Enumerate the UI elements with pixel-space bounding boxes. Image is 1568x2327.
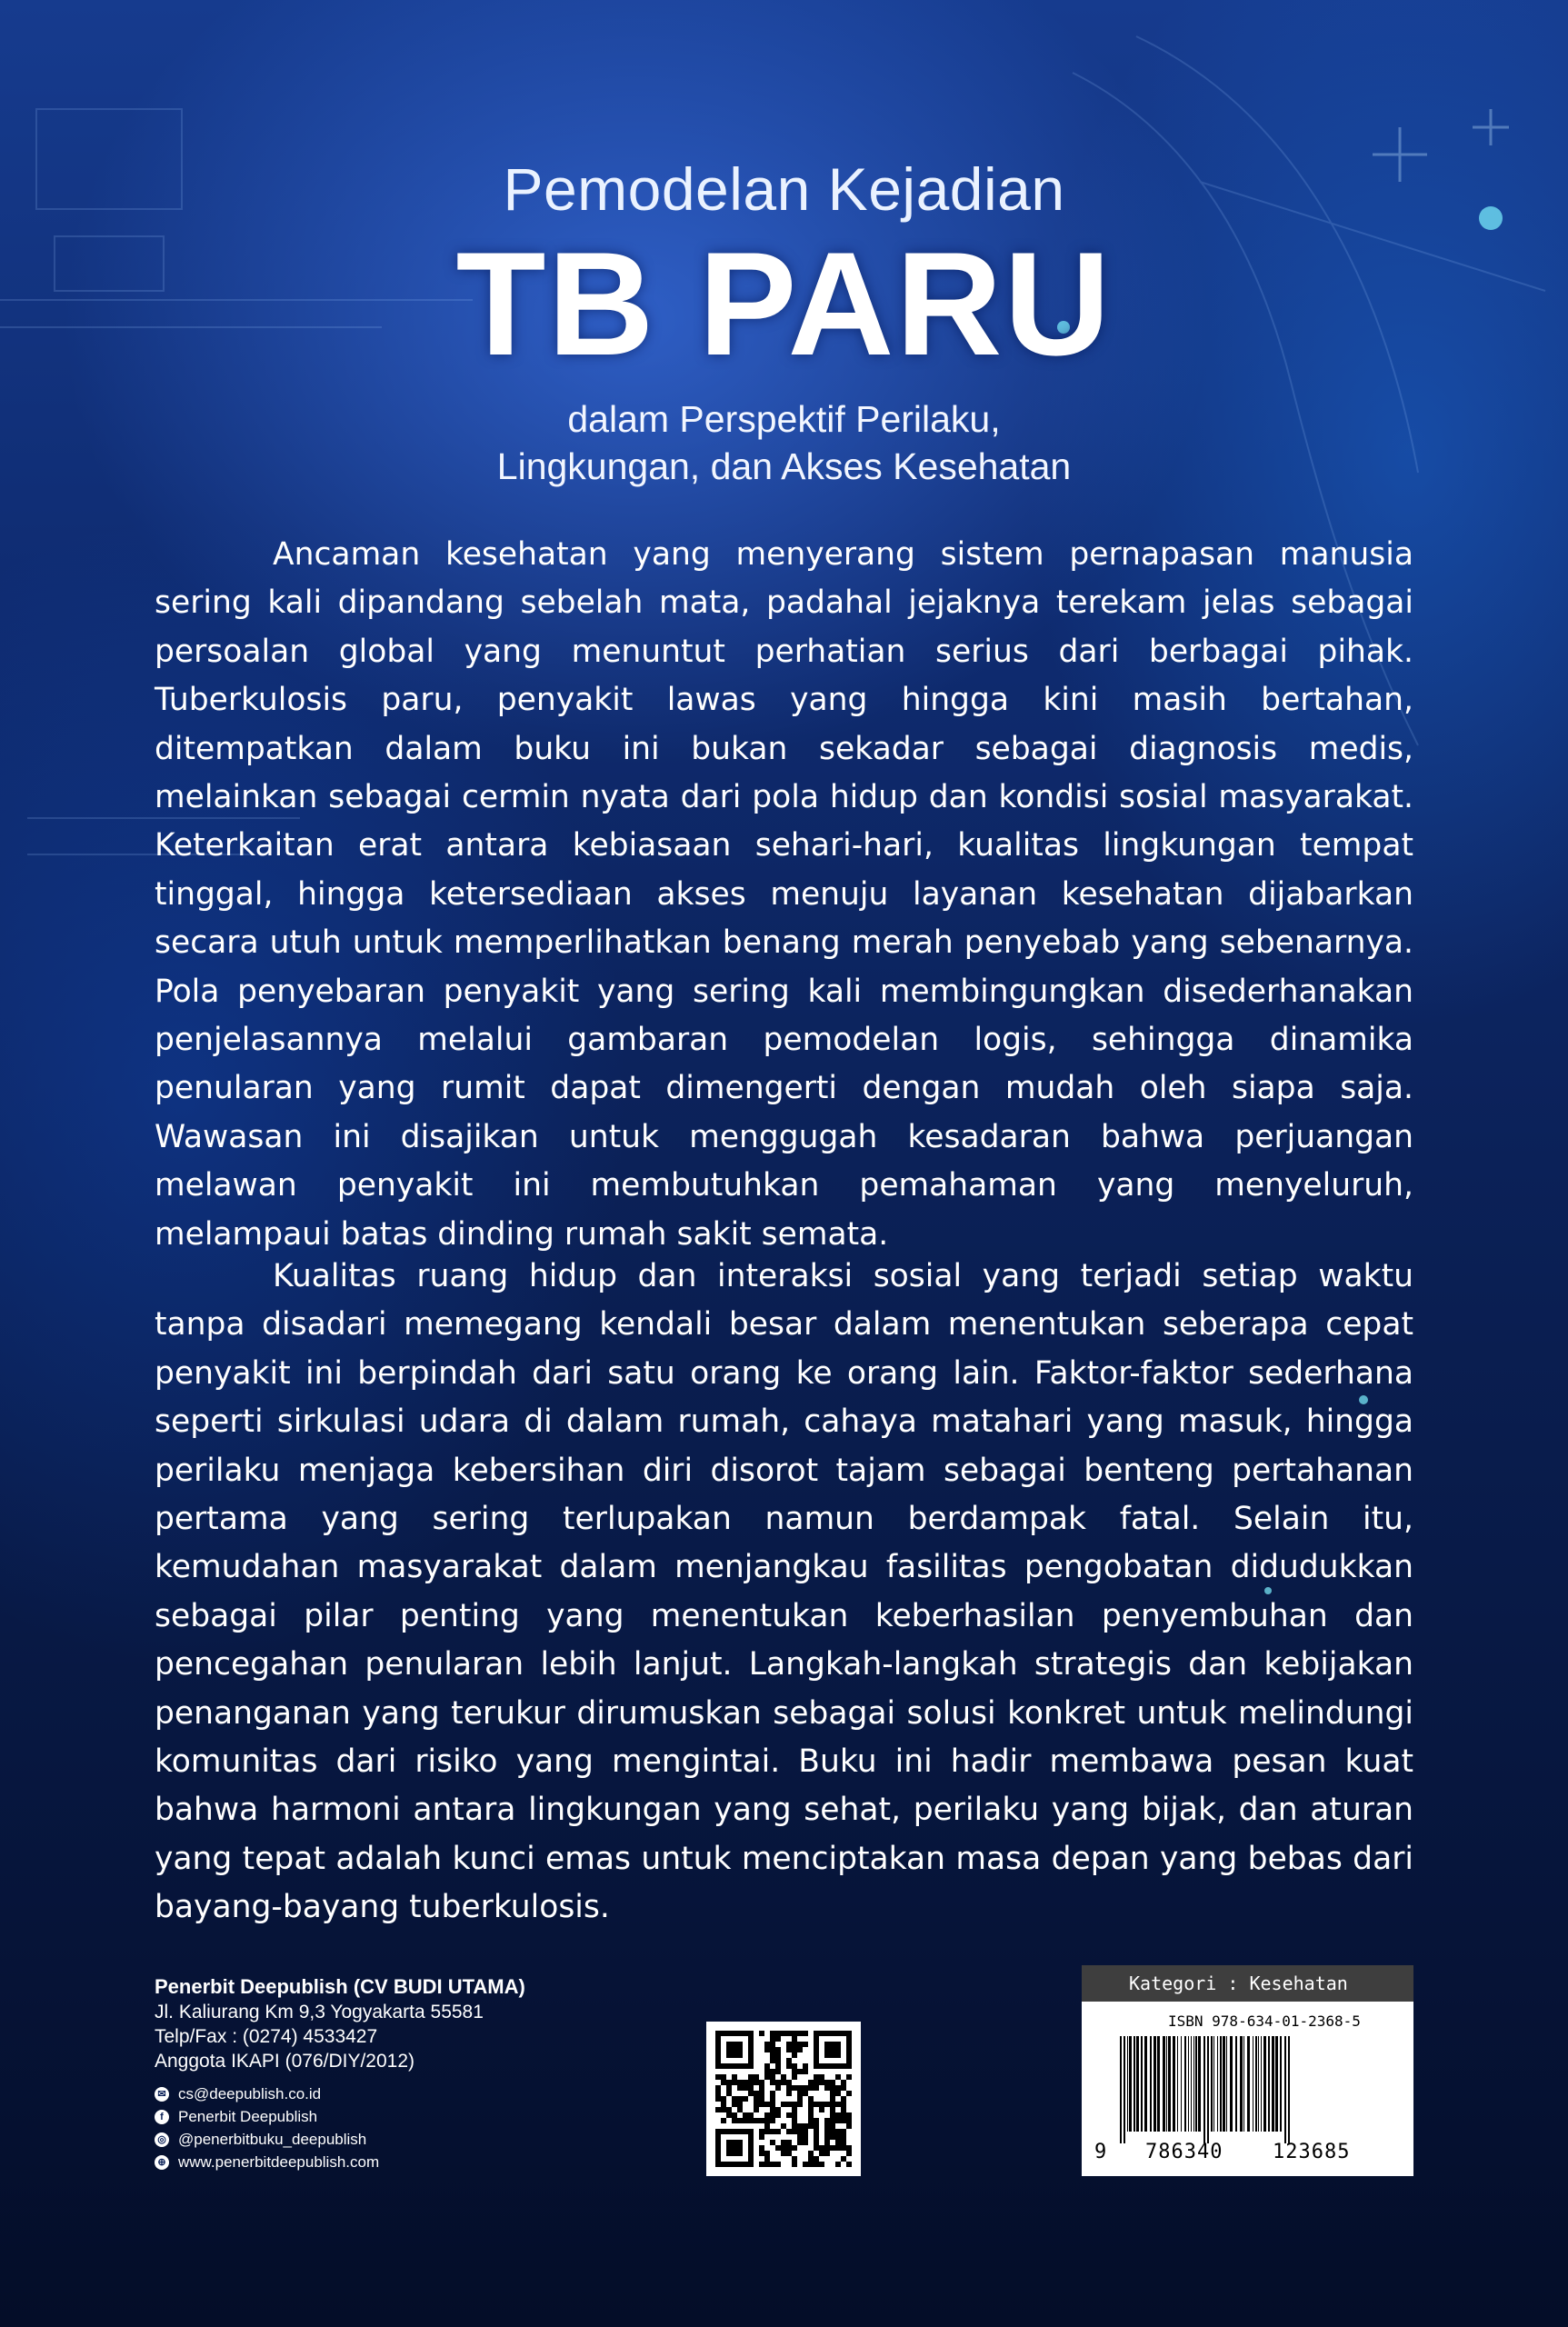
contact-website-text: www.penerbitdeepublish.com	[178, 2153, 380, 2171]
category-label: Kategori : Kesehatan	[1082, 1965, 1413, 2002]
book-title: TB PARU	[455, 222, 1113, 386]
contact-facebook-text: Penerbit Deepublish	[178, 2108, 318, 2125]
blurb-paragraph-1	[155, 531, 1413, 1259]
barcode-digit-first: 9	[1094, 2141, 1107, 2163]
contact-website	[155, 2151, 525, 2173]
barcode-panel	[1082, 1965, 1413, 2176]
contact-instagram-text: @penerbitbuku_deepublish	[178, 2131, 367, 2148]
qr-code-image	[706, 2022, 861, 2176]
contact-instagram	[155, 2128, 525, 2151]
facebook-icon: f	[155, 2110, 169, 2124]
book-subtitle	[0, 395, 1568, 490]
subtitle-line-2: Lingkungan, dan Akses Kesehatan	[496, 445, 1072, 487]
barcode-bars	[1120, 2036, 1383, 2143]
subtitle-line-1: dalam Perspektif Perilaku,	[567, 398, 1001, 440]
publisher-name: Penerbit Deepublish (CV BUDI UTAMA)	[155, 1975, 525, 1998]
barcode-digits-right: 123685	[1273, 2141, 1351, 2163]
email-icon: ✉	[155, 2087, 169, 2102]
isbn-text: ISBN 978-634-01-2368-5	[1168, 2012, 1361, 2030]
publisher-phone: Telp/Fax : (0274) 4533427	[155, 2026, 378, 2047]
contact-facebook	[155, 2105, 525, 2128]
blurb-paragraph-1-text: Ancaman kesehatan yang menyerang sistem pernapasan manusia sering kali dipandang sebelah mata, padahal jejaknya terekam jelas sebagai persoalan global yang menuntut perhatian serius dari berbagai pihak. Tuberkulosis paru, penyakit lawas yang hingga kini masih bertahan, ditempatkan dalam buku ini bukan sekadar sebagai diagnosis medis, melainkan sebagai cermin nyata dari pola hidup dan kondisi sosial masyarakat. Keterkaitan erat antara kebiasaan sehari-hari, kualitas lingkungan tempat tinggal, hingga ketersediaan akses menuju layanan kesehatan dijabarkan secara utuh untuk memperlihatkan benang merah penyebab yang sebenarnya. Pola penyebaran penyakit yang sering kali membingungkan disederhanakan penjelasannya melalui gambaran pemodelan logis, sehingga dinamika penularan yang rumit dapat dimengerti dengan mudah oleh siapa saja. Wawasan ini disajikan untuk menggugah kesadaran bahwa perjuangan melawan penyakit ini membutuhkan pemahaman yang menyeluruh, melampaui batas dinding rumah sakit semata.	[155, 536, 1413, 1253]
globe-icon: ⊕	[155, 2155, 169, 2170]
instagram-icon: ◎	[155, 2132, 169, 2147]
blurb-paragraph-2-text: Kualitas ruang hidup dan interaksi sosial yang terjadi setiap waktu tanpa disadari memegang kendali besar dalam menentukan seberapa cepat penyakit ini berpindah dari satu orang ke orang lain. Faktor-faktor sederhana seperti sirkulasi udara di dalam rumah, cahaya matahari yang masuk, hingga perilaku menjaga kebersihan diri disorot tajam sebagai benteng pertahanan pertama yang sering terlupakan namun berdampak fatal. Selain itu, kemudahan masyarakat dalam menjangkau fasilitas pengobatan didudukkan sebagai pilar penting yang menentukan keberhasilan penyembuhan dan pencegahan penularan lebih lanjut. Langkah-langkah strategis dan kebijakan penanganan yang terukur dirumuskan sebagai solusi konkret untuk melindungi komunitas dari risiko yang mengintai. Buku ini hadir membawa pesan kuat bahwa harmoni antara lingkungan yang sehat, perilaku yang bijak, dan aturan yang tepat adalah kunci emas untuk menciptakan masa depan yang bebas dari bayang-bayang tuberkulosis.	[155, 1258, 1413, 1926]
publisher-membership: Anggota IKAPI (076/DIY/2012)	[155, 2051, 415, 2072]
blurb-paragraph-2	[155, 1253, 1413, 1933]
publisher-contacts	[155, 2082, 525, 2173]
qr-code	[706, 2022, 861, 2176]
title-kicker: Pemodelan Kejadian	[503, 155, 1065, 223]
barcode-digits-left: 786340	[1145, 2141, 1223, 2163]
publisher-info	[155, 1974, 525, 2173]
contact-email	[155, 2082, 525, 2105]
publisher-address: Jl. Kaliurang Km 9,3 Yogyakarta 55581	[155, 2002, 484, 2022]
contact-email-text: cs@deepublish.co.id	[178, 2085, 322, 2102]
